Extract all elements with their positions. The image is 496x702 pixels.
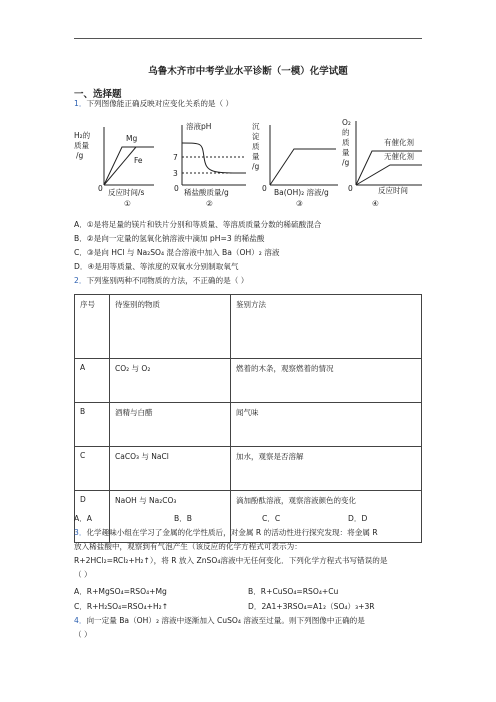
q2-table xyxy=(74,294,422,543)
table-cell: A xyxy=(75,359,110,403)
graph-number: ④ xyxy=(372,199,379,207)
question-stem: 下列图像能正确反映对应变化关系的是（ ） xyxy=(86,99,234,108)
y-label: 质量 xyxy=(74,141,89,150)
graph-number: ③ xyxy=(296,199,303,207)
table-cell: NaOH 与 Na₂CO₃ xyxy=(110,491,231,543)
y-label: O₂ xyxy=(342,118,351,127)
origin-label: 0 xyxy=(98,184,103,193)
question-text: （ ） xyxy=(74,570,92,579)
question-number: 3． xyxy=(74,528,87,537)
q1-option-a: A．①是将足量的镁片和铁片分别和等质量、等溶质质量分数的稀硫酸混合 xyxy=(74,220,322,229)
curve-mg xyxy=(104,147,154,185)
graph-2 xyxy=(168,117,254,207)
choice-a: A．A xyxy=(74,514,92,523)
y-label: 沉 xyxy=(252,122,260,131)
header-cell: 序号 xyxy=(75,295,110,359)
ph-curve xyxy=(182,143,246,173)
question-2 xyxy=(74,276,248,286)
question-number: 1． xyxy=(74,99,87,108)
x-label: 稀盐酸质量/g xyxy=(184,188,229,197)
question-text: R+2HCl₂=RCl₂+H₂↑），将 R 放入 ZnSO₄溶液中无任何变化．下列化学方程式书写错误的是 xyxy=(74,556,388,565)
x-label: Ba(OH)₂ 溶液/g xyxy=(274,188,329,197)
y-label: 质 xyxy=(252,142,260,151)
table-cell: 滴加酚酞溶液，观察溶液颜色的变化 xyxy=(231,491,422,543)
choice-d: D．D xyxy=(348,514,368,523)
tick-label: 3 xyxy=(173,169,178,178)
series-label: 无催化剂 xyxy=(384,152,414,161)
question-text: 向一定量 Ba（OH）₂ 溶液中逐渐加入 CuSO₄ 溶液至过量。则下列图像中正确的是 xyxy=(86,616,365,625)
origin-label: 0 xyxy=(348,184,353,193)
graph-number: ① xyxy=(124,199,131,207)
table-header-row xyxy=(75,295,422,359)
q3-options-row-2 xyxy=(74,601,375,612)
curve-no-catalyst xyxy=(356,165,422,185)
y-label: 量 xyxy=(252,152,260,161)
graph-1 xyxy=(74,117,160,207)
header-cell: 鉴别方法 xyxy=(231,295,422,359)
option-c: C．R+H₂SO₄=RSO₄+H₂↑ xyxy=(74,602,169,611)
y-label: H₂的 xyxy=(74,131,91,140)
x-label: 反应时间/s xyxy=(108,188,145,197)
q2-choices xyxy=(74,513,367,524)
section-heading: 一、选择题 xyxy=(74,89,122,100)
graph-number: ② xyxy=(206,199,213,207)
q1-graphs xyxy=(74,117,424,207)
header-cell: 待鉴别的物质 xyxy=(110,295,231,359)
option-d: D．2A1+3RSO₄=A1₂（SO₄）₃+3R xyxy=(248,602,375,611)
q1-option-d: D．④是用等质量、等浓度的双氧水分别制取氧气 xyxy=(74,262,239,271)
y-label: 淀 xyxy=(252,132,260,141)
table-cell: C xyxy=(75,447,110,491)
question-1 xyxy=(74,99,233,109)
y-label: 质 xyxy=(342,138,350,147)
choice-b: B．B xyxy=(174,514,193,523)
question-number: 2． xyxy=(74,276,87,285)
tick-label: 7 xyxy=(173,153,178,162)
origin-label: 0 xyxy=(174,184,179,193)
table-cell: 加水，观察是否溶解 xyxy=(231,447,422,491)
table-row xyxy=(75,403,422,447)
header-rule xyxy=(74,38,422,39)
precipitate-curve xyxy=(270,149,336,185)
table-row xyxy=(75,359,422,403)
series-label: Fe xyxy=(134,156,143,165)
q3-options-row-1 xyxy=(74,586,338,597)
table-cell: 闻气味 xyxy=(231,403,422,447)
question-3 xyxy=(74,528,378,538)
curve-fe xyxy=(104,147,136,185)
question-text: 放入稀盐酸中，观察到有气泡产生（该反应的化学方程式可表示为： xyxy=(74,542,302,551)
table-row xyxy=(75,447,422,491)
table-cell: D xyxy=(75,491,110,543)
page-title: 乌鲁木齐市中考学业水平诊断（一模）化学试题 xyxy=(148,66,348,77)
y-label: 的 xyxy=(342,128,350,137)
graph-3 xyxy=(252,117,342,207)
question-stem: 下列鉴别两种不同物质的方法，不正确的是（ ） xyxy=(86,276,249,285)
q1-option-c: C．③是向 HCl 与 Na₂SO₄ 混合溶液中加入 Ba（OH）₂ 溶液 xyxy=(74,248,280,257)
graph-4 xyxy=(342,117,424,207)
question-text: （ ） xyxy=(74,630,92,639)
option-a: A．R+MgSO₄=RSO₄+Mg xyxy=(74,587,167,596)
question-text: 化学趣味小组在学习了金属的化学性质后，对金属 R 的活动性进行探究发现：将金属 R xyxy=(86,528,378,537)
y-label: 溶液pH xyxy=(186,122,212,131)
y-label: /g xyxy=(252,162,260,171)
table-cell: 酒精与白醋 xyxy=(110,403,231,447)
x-label: 反应时间 xyxy=(378,186,408,195)
option-b: B．R+CuSO₄=RSO₄+Cu xyxy=(248,587,339,596)
y-label: /g xyxy=(76,151,84,160)
table-cell: CO₂ 与 O₂ xyxy=(110,359,231,403)
origin-label: 0 xyxy=(262,184,267,193)
y-label: 量 xyxy=(342,148,350,157)
series-label: Mg xyxy=(126,134,138,143)
table-cell: CaCO₃ 与 NaCl xyxy=(110,447,231,491)
q1-option-b: B．②是向一定量的氢氧化钠溶液中滴加 pH=3 的稀盐酸 xyxy=(74,234,265,243)
question-4 xyxy=(74,616,365,626)
table-cell: 燃着的木条，观察燃着的情况 xyxy=(231,359,422,403)
series-label: 有催化剂 xyxy=(384,138,414,147)
choice-c: C．C xyxy=(262,514,281,523)
y-label: /g xyxy=(342,158,350,167)
table-cell: B xyxy=(75,403,110,447)
question-number: 4． xyxy=(74,616,87,625)
